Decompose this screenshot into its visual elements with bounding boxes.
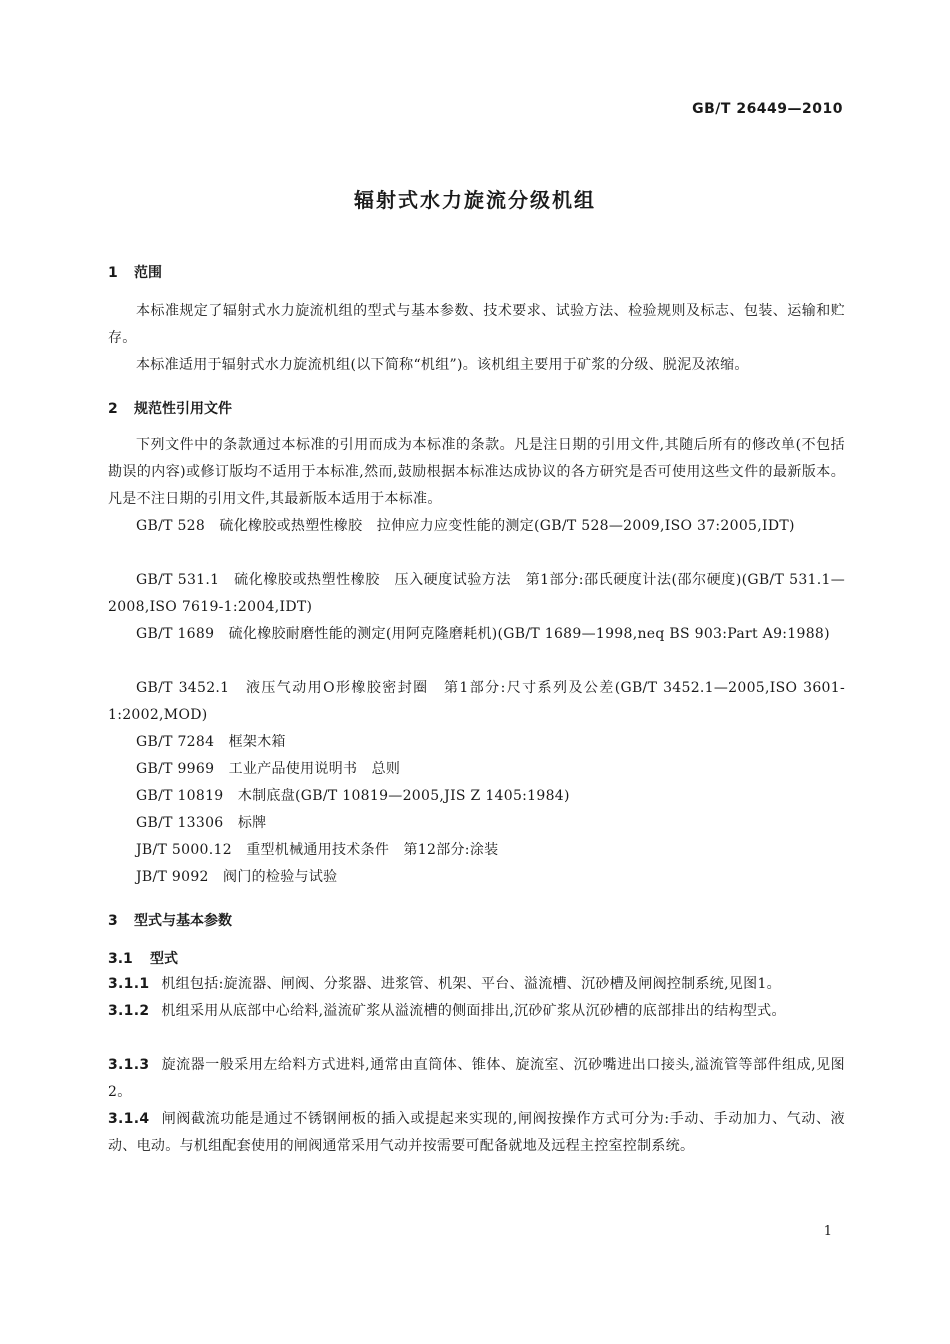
reference-item: JB/T 9092 阀门的检验与试验 — [136, 869, 338, 885]
clause-3-1-4 — [108, 1106, 845, 1160]
subsection-number: 3.1 — [108, 951, 133, 967]
references-intro: 下列文件中的条款通过本标准的引用而成为本标准的条款。凡是注日期的引用文件,其随后所有的修改单(不包括勘误的内容)或修订版均不适用于本标准,然而,鼓励根据本标准达成协议的各方研究是否可使用这些文件的最新版本。凡是不注日期的引用文件,其最新版本适用于本标准。 — [108, 437, 845, 507]
clause-number: 3.1.1 — [108, 976, 150, 992]
reference-item: GB/T 13306 标牌 — [136, 815, 267, 831]
clause-number: 3.1.3 — [108, 1057, 150, 1073]
reference-item: GB/T 7284 框架木箱 — [136, 734, 286, 750]
section-heading-1 — [108, 262, 162, 282]
reference-item: GB/T 531.1 硫化橡胶或热塑性橡胶 压入硬度试验方法 第1部分:邵氏硬度计法(邵尔硬度)(GB/T 531.1—2008,ISO 7619-1:2004,IDT) — [108, 572, 845, 615]
section-title: 型式与基本参数 — [134, 913, 232, 929]
reference-item: JB/T 5000.12 重型机械通用技术条件 第12部分:涂装 — [136, 842, 499, 858]
section-heading-3 — [108, 910, 232, 930]
clause-text: 闸阀截流功能是通过不锈钢闸板的插入或提起来实现的,闸阀按操作方式可分为:手动、手动加力、气动、液动、电动。与机组配套使用的闸阀通常采用气动并按需要可配备就地及远程主控室控制系统。 — [108, 1111, 845, 1154]
clause-text: 机组采用从底部中心给料,溢流矿浆从溢流槽的侧面排出,沉砂矿浆从沉砂槽的底部排出的结构型式。 — [161, 1003, 786, 1019]
section-number: 3 — [108, 913, 118, 929]
clause-3-1-3 — [108, 1052, 845, 1106]
clause-text: 机组包括:旋流器、闸阀、分浆器、进浆管、机架、平台、溢流槽、沉砂槽及闸阀控制系统,见图1。 — [161, 976, 781, 992]
clause-text: 旋流器一般采用左给料方式进料,通常由直筒体、锥体、旋流室、沉砂嘴进出口接头,溢流管等部件组成,见图2。 — [108, 1057, 845, 1100]
reference-item: GB/T 10819 木制底盘(GB/T 10819—2005,JIS Z 1405:1984) — [136, 788, 570, 804]
clause-3-1-1 — [108, 971, 845, 998]
section-number: 2 — [108, 401, 118, 417]
clause-number: 3.1.2 — [108, 1003, 150, 1019]
subsection-heading-3-1 — [108, 948, 178, 968]
section-title: 范围 — [134, 265, 162, 281]
page-number: 1 — [823, 1224, 832, 1239]
scope-paragraph-1: 本标准规定了辐射式水力旋流机组的型式与基本参数、技术要求、试验方法、检验规则及标志、包装、运输和贮存。 — [108, 303, 845, 346]
reference-item: GB/T 528 硫化橡胶或热塑性橡胶 拉伸应力应变性能的测定(GB/T 528—2009,ISO 37:2005,IDT) — [136, 518, 795, 534]
clause-number: 3.1.4 — [108, 1111, 150, 1127]
reference-item: GB/T 1689 硫化橡胶耐磨性能的测定(用阿克隆磨耗机)(GB/T 1689—1998,neq BS 903:Part A9:1988) — [136, 626, 830, 642]
section-heading-2 — [108, 398, 232, 418]
reference-item: GB/T 9969 工业产品使用说明书 总则 — [136, 761, 401, 777]
document-title: 辐射式水力旋流分级机组 — [354, 188, 596, 212]
clause-3-1-2 — [108, 998, 845, 1025]
scope-paragraph-2: 本标准适用于辐射式水力旋流机组(以下简称“机组”)。该机组主要用于矿浆的分级、脱泥及浓缩。 — [136, 357, 749, 373]
section-title: 规范性引用文件 — [134, 401, 232, 417]
standard-code: GB/T 26449—2010 — [692, 101, 843, 117]
subsection-title: 型式 — [150, 951, 178, 967]
section-number: 1 — [108, 265, 118, 281]
reference-item: GB/T 3452.1 液压气动用O形橡胶密封圈 第1部分:尺寸系列及公差(GB/T 3452.1—2005,ISO 3601-1:2002,MOD) — [108, 680, 845, 723]
